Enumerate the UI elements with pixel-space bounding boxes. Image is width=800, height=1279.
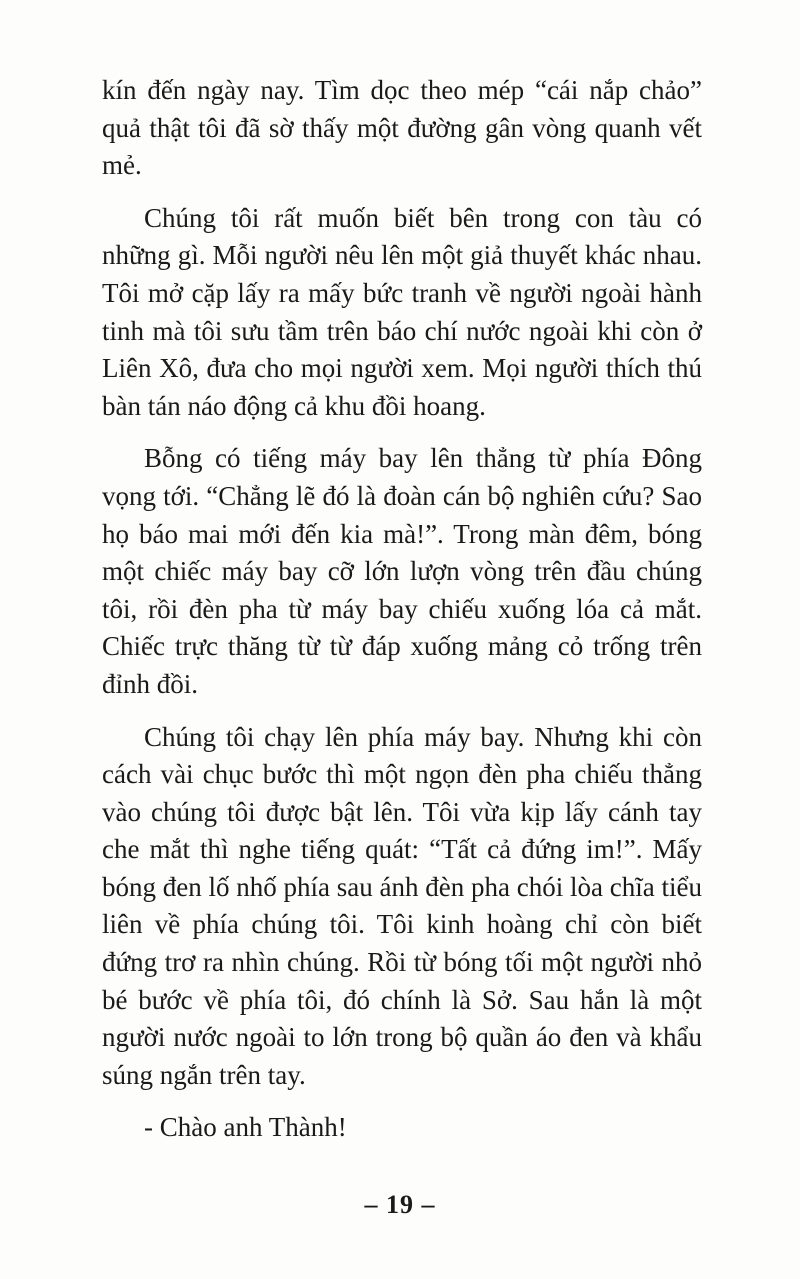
paragraph-5-dialogue: - Chào anh Thành!	[144, 1112, 347, 1143]
body-text	[102, 72, 702, 1162]
paragraph-2: Chúng tôi rất muốn biết bên trong con tàu có những gì. Mỗi người nêu lên một giả thuyết khác nhau. Tôi mở cặp lấy ra mấy bức tranh về người ngoài hành tinh mà tôi sưu tầm trên báo chí nước ngoài khi còn ở Liên Xô, đưa cho mọi người xem. Mọi người thích thú bàn tán náo động cả khu đồi hoang.	[102, 202, 702, 421]
page-number: – 19 –	[364, 1190, 436, 1219]
paragraph-4: Chúng tôi chạy lên phía máy bay. Nhưng khi còn cách vài chục bước thì một ngọn đèn pha chiếu thẳng vào chúng tôi được bật lên. Tôi vừa kịp lấy cánh tay che mắt thì nghe tiếng quát: “Tất cả đứng im!”. Mấy bóng đen lố nhố phía sau ánh đèn pha chói lòa chĩa tiểu liên về phía chúng tôi. Tôi kinh hoàng chỉ còn biết đứng trơ ra nhìn chúng. Rồi từ bóng tối một người nhỏ bé bước về phía tôi, đó chính là Sở. Sau hắn là một người nước ngoài to lớn trong bộ quần áo đen và khẩu súng ngắn trên tay.	[102, 721, 702, 1090]
paragraph-3: Bỗng có tiếng máy bay lên thẳng từ phía Đông vọng tới. “Chẳng lẽ đó là đoàn cán bộ nghiên cứu? Sao họ báo mai mới đến kia mà!”. Trong màn đêm, bóng một chiếc máy bay cỡ lớn lượn vòng trên đầu chúng tôi, rồi đèn pha từ máy bay chiếu xuống lóa cả mắt. Chiếc trực thăng từ từ đáp xuống mảng cỏ trống trên đỉnh đồi.	[102, 443, 702, 699]
paragraph-1: kín đến ngày nay. Tìm dọc theo mép “cái nắp chảo” quả thật tôi đã sờ thấy một đường gân vòng quanh vết mẻ.	[102, 75, 702, 181]
